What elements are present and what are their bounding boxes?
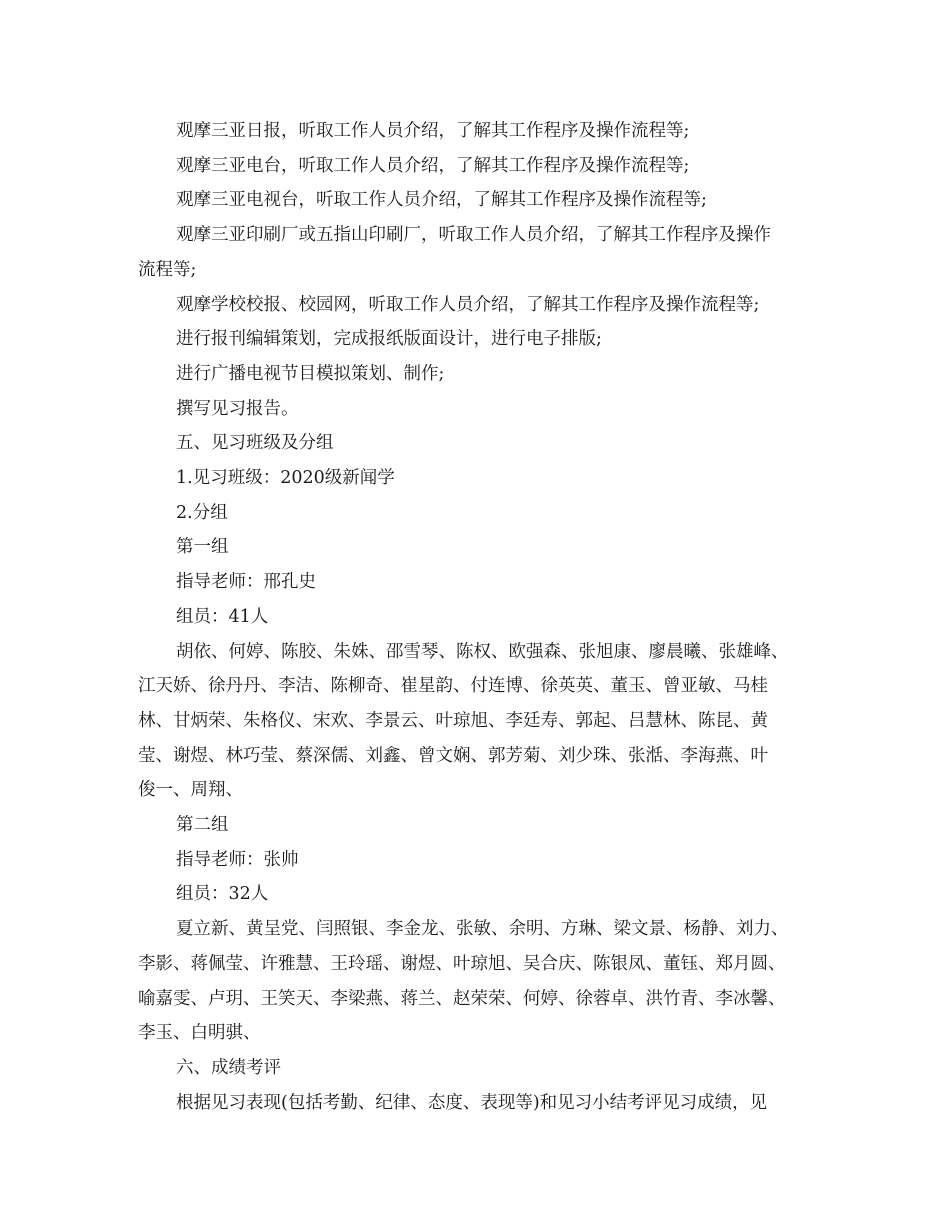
group-2-count: 组员：32人 <box>176 884 269 905</box>
paragraph-newspaper-layout: 进行报刊编辑策划，完成报纸版面设计，进行电子排版; <box>176 329 602 350</box>
paragraph-observe-printing: 观摩三亚印刷厂或五指山印刷厂，听取工作人员介绍，了解其工作程序及操作 流程等; <box>138 225 771 280</box>
paragraph-observe-daily: 观摩三亚日报，听取工作人员介绍，了解其工作程序及操作流程等; <box>176 121 690 141</box>
paragraph-observe-campus-media: 观摩学校校报、校园网，听取工作人员介绍，了解其工作程序及操作流程等; <box>176 294 760 315</box>
paragraph-observe-radio: 观摩三亚电台，听取工作人员介绍，了解其工作程序及操作流程等; <box>176 155 690 176</box>
group-2-teacher: 指导老师：张帅 <box>176 849 299 870</box>
paragraph-write-report: 撰写见习报告。 <box>176 398 299 419</box>
group-1-members: 胡依、何婷、陈胶、朱姝、邵雪琴、陈权、欧强森、张旭康、廖晨曦、张雄峰、 江天娇、徐丹丹、李洁、陈柳奇、崔星韵、付连博、徐英英、董玉、曾亚敏、马桂 林、甘炳荣、朱格仪、宋欢、李景云、叶琼旭、李廷寿、郭起、吕慧林、陈昆、黄 莹、谢煜、林巧莹、蔡深儒、刘鑫、曾文娴、郭芳菊、刘少珠、张湉、李海燕、叶 俊一、周翔、 <box>138 641 789 801</box>
paragraph-grouping: 2.分组 <box>176 502 228 523</box>
paragraph-observe-tv: 观摩三亚电视台，听取工作人员介绍，了解其工作程序及操作流程等; <box>176 190 707 211</box>
section-heading-classes-groups: 五、见习班级及分组 <box>176 433 334 454</box>
group-1-count: 组员：41人 <box>176 606 269 627</box>
section-heading-assessment: 六、成绩考评 <box>176 1057 281 1078</box>
paragraph-class: 1.见习班级：2020级新闻学 <box>176 468 395 489</box>
group-1-teacher: 指导老师：邢孔史 <box>176 572 316 593</box>
paragraph-assessment: 根据见习表现(包括考勤、纪律、态度、表现等)和见习小结考评见习成绩，见 <box>176 1092 768 1113</box>
group-2-title: 第二组 <box>176 815 229 836</box>
paragraph-broadcast-planning: 进行广播电视节目模拟策划、制作; <box>176 363 445 384</box>
group-2-members: 夏立新、黄呈党、闫照银、李金龙、张敏、余明、方琳、梁文景、杨静、刘力、 李影、蒋佩莹、许雅慧、王玲瑶、谢煜、叶琼旭、吴合庆、陈银凤、董钰、郑月圆、 喻嘉雯、卢玥、王笑天、李梁燕、蒋兰、赵荣荣、何婷、徐蓉卓、洪竹青、李冰馨、 李玉、白明骐、 <box>138 919 789 1044</box>
group-1-title: 第一组 <box>176 537 229 558</box>
